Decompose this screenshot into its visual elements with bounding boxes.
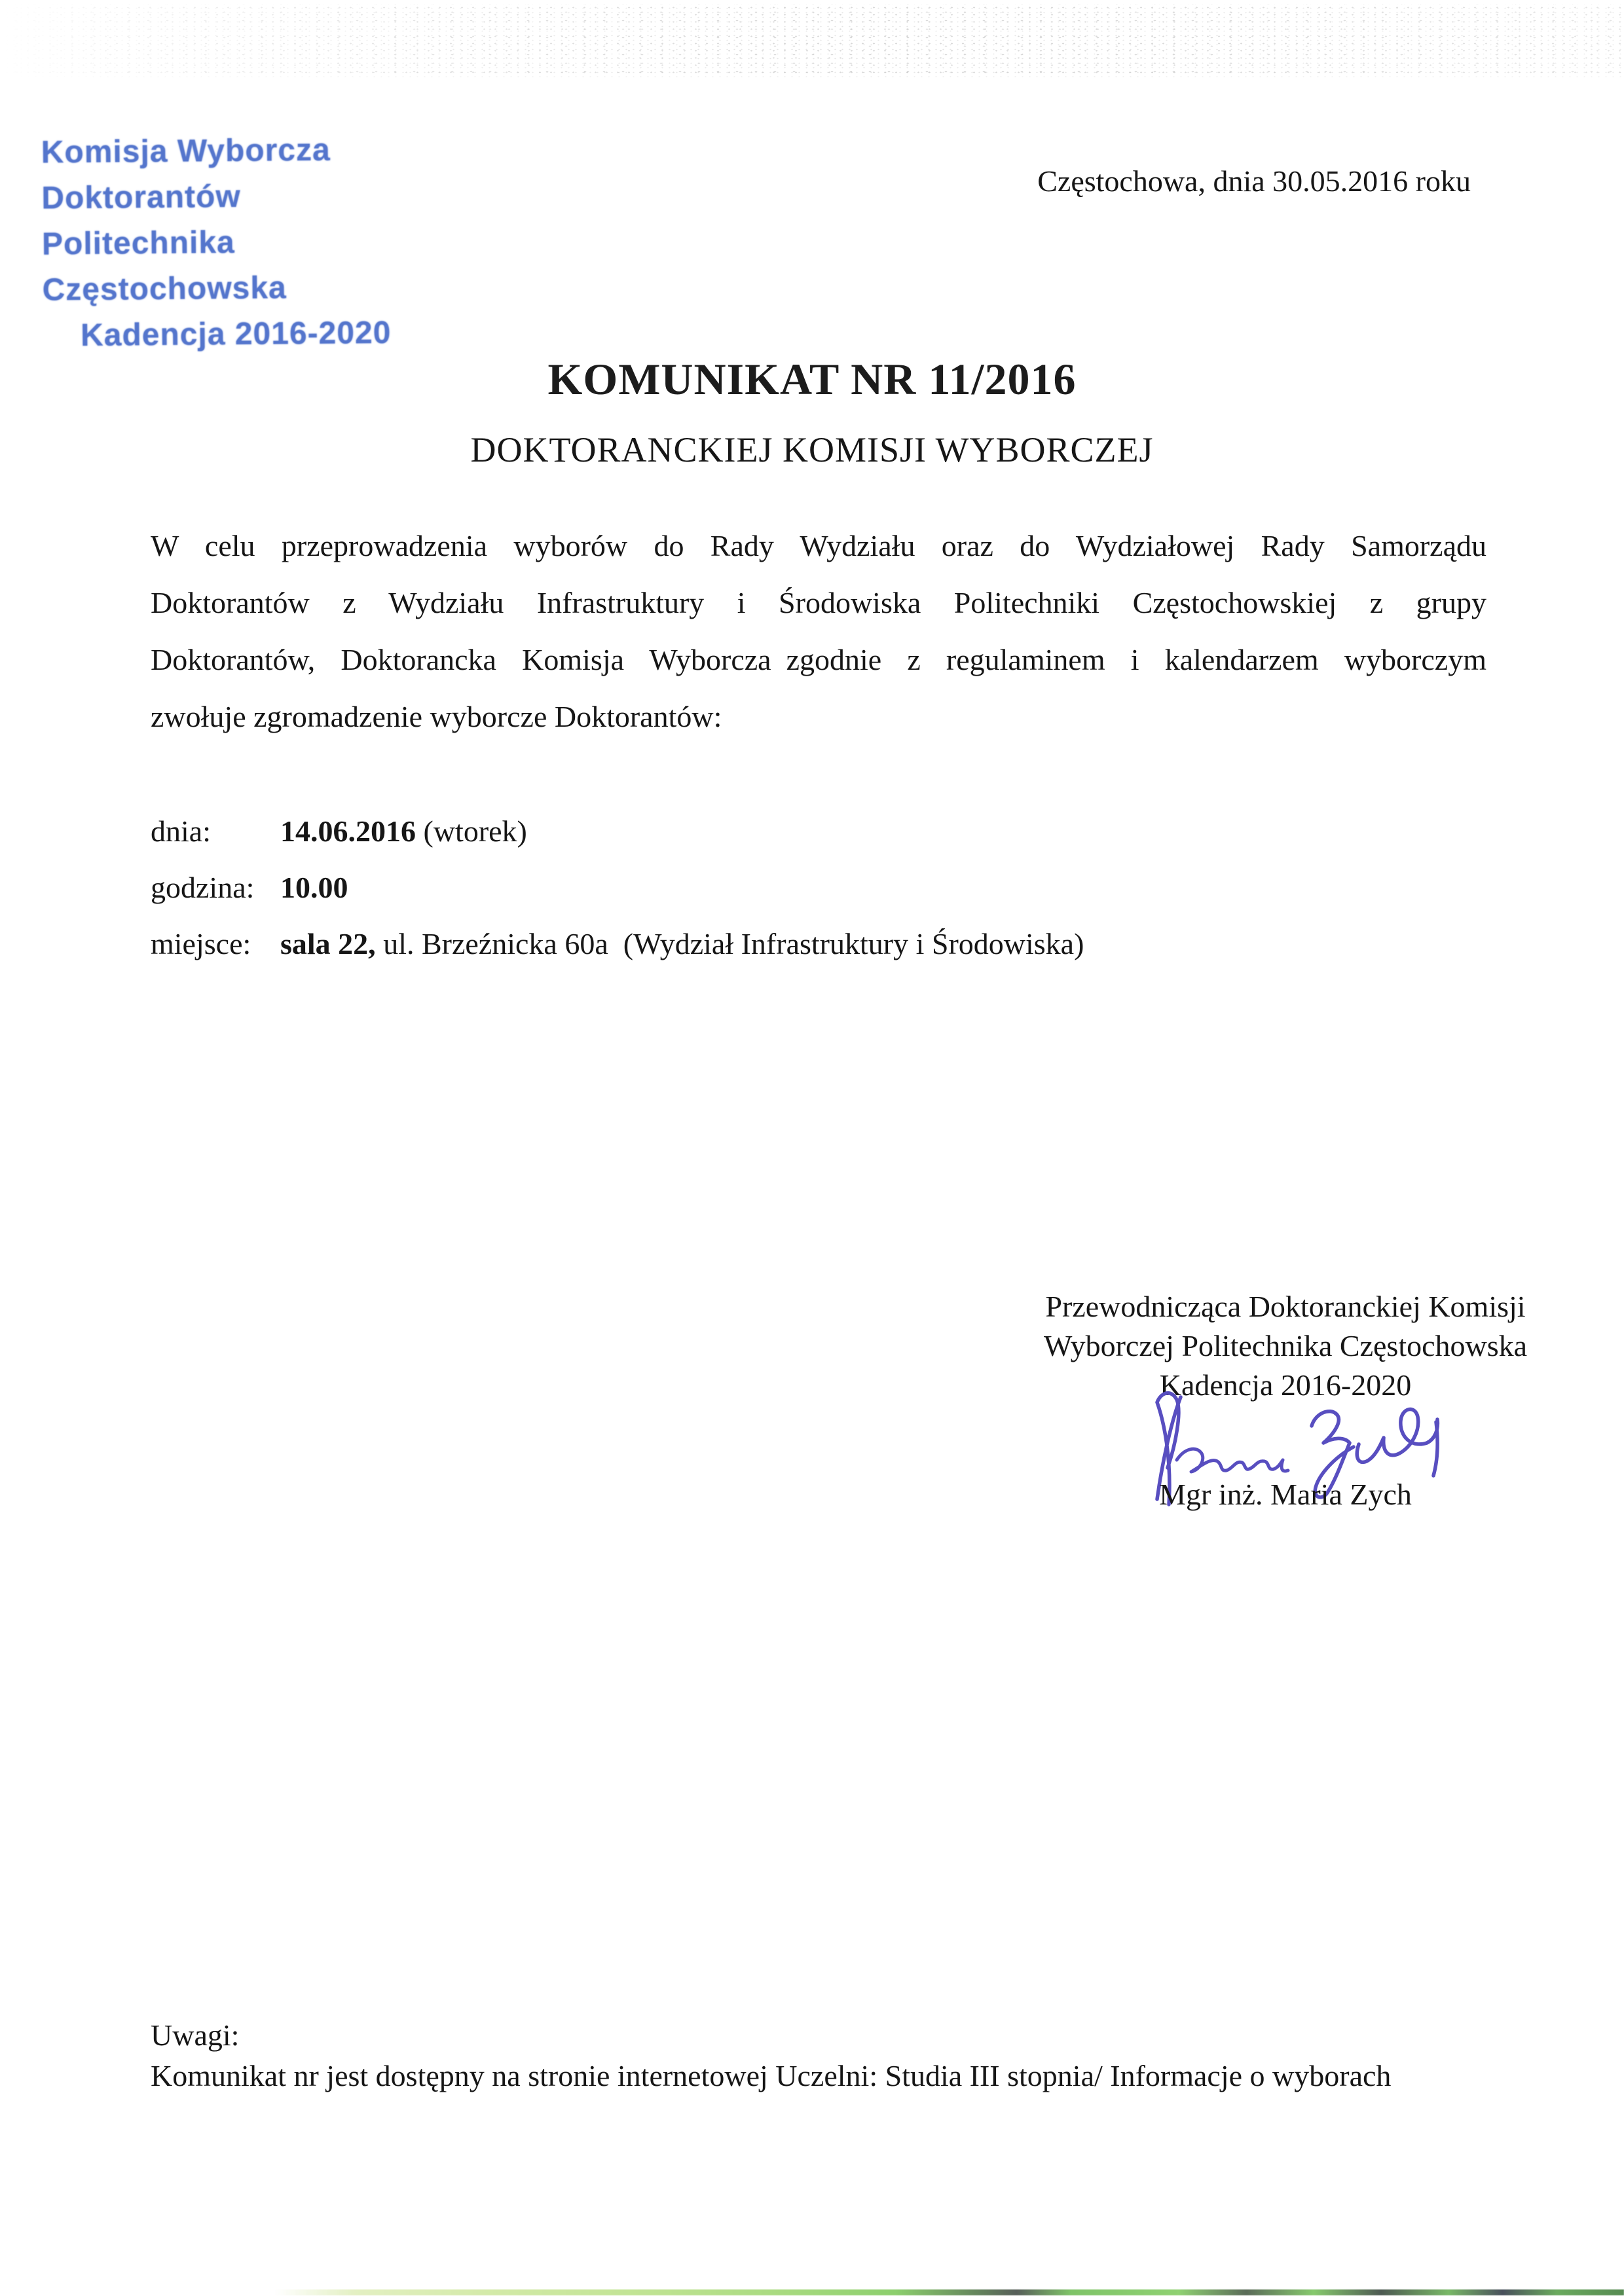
body-line: Doktorantów z Wydziału Infrastruktury i Środowiska Politechniki Częstochowskiej z grupy <box>151 586 1486 619</box>
stamp-line: Kadencja 2016-2020 <box>80 315 392 354</box>
stamp-line: Komisja Wyborcza Doktorantów <box>41 132 331 216</box>
dateline: Częstochowa, dnia 30.05.2016 roku <box>1037 164 1471 198</box>
detail-label: godzina: <box>151 871 255 904</box>
body-line: zwołuje zgromadzenie wyborcze Doktorantów: <box>151 700 722 733</box>
detail-label: miejsce: <box>151 927 251 960</box>
detail-label: dnia: <box>151 814 211 848</box>
scanner-noise-band <box>0 4 1624 77</box>
signatory-role-line: Przewodnicząca Doktoranckiej Komisji <box>1045 1290 1526 1323</box>
document-subtitle: DOKTORANCKIEJ KOMISJI WYBORCZEJ <box>470 430 1154 469</box>
detail-row-time <box>151 860 1486 916</box>
scanner-edge-strip <box>275 2289 1624 2295</box>
detail-value-bold: sala 22, <box>280 927 376 960</box>
detail-row-date <box>151 803 1486 860</box>
body-line: Doktorantów, Doktorancka Komisja Wyborcza zgodnie z regulaminem i kalendarzem wyborczym <box>151 643 1486 676</box>
stamp-line: Politechnika Częstochowska <box>41 225 287 308</box>
detail-value-bold: 10.00 <box>280 871 348 904</box>
signatory-name: Mgr inż. Maria Zych <box>1159 1478 1412 1511</box>
commission-stamp <box>41 126 429 359</box>
notes-text: Komunikat nr jest dostępny na stronie internetowej Uczelni: Studia III stopnia/ Informacje o wyborach <box>151 2059 1392 2092</box>
detail-row-place <box>151 916 1486 972</box>
body-line: W celu przeprowadzenia wyborów do Rady Wydziału oraz do Wydziałowej Rady Samorządu <box>151 529 1486 562</box>
notes-heading: Uwagi: <box>151 2018 240 2052</box>
detail-value-rest: ul. Brzeźnicka 60a (Wydział Infrastruktury i Środowiska) <box>375 927 1084 960</box>
detail-value-bold: 14.06.2016 <box>280 814 416 848</box>
document-title: KOMUNIKAT NR 11/2016 <box>547 354 1077 404</box>
signatory-role-line: Kadencja 2016-2020 <box>1159 1368 1412 1402</box>
notes-block <box>151 2015 1428 2096</box>
body-paragraph <box>151 517 1486 745</box>
detail-value-rest: (wtorek) <box>416 814 527 848</box>
signatory-role-line: Wyborczej Politechnika Częstochowska <box>1043 1329 1528 1362</box>
meeting-details <box>151 803 1486 972</box>
